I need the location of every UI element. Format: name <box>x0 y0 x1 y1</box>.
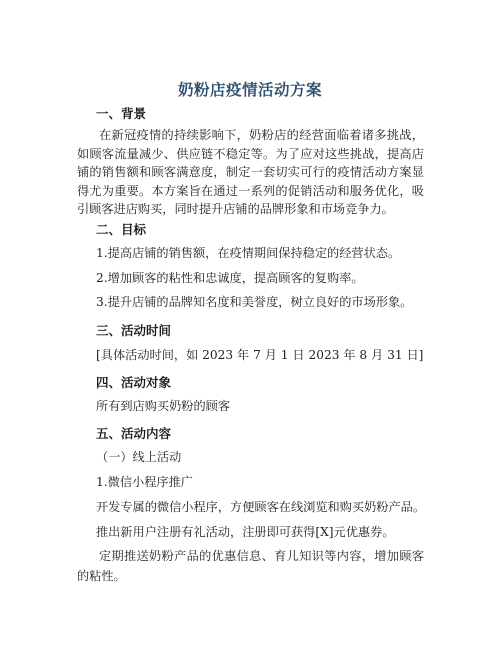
activity-time-text: [具体活动时间，如 2023 年 7 月 1 日 2023 年 8 月 31 日] <box>96 348 424 362</box>
mini-program-line-3: 定期推送奶粉产品的优惠信息、育儿知识等内容，增加顾客的粘性。 <box>77 549 424 583</box>
section-heading-background: 一、背景 <box>96 106 147 121</box>
mini-program-line-2: 推出新用户注册有礼活动，注册即可获得[X]元优惠券。 <box>96 525 395 539</box>
document-title: 奶粉店疫情活动方案 <box>177 81 322 99</box>
section-heading-target: 四、活动对象 <box>96 375 172 390</box>
goal-item-2: 2.增加顾客的粘性和忠诚度，提高顾客的复购率。 <box>96 271 364 285</box>
background-paragraph: 在新冠疫情的持续影响下，奶粉店的经营面临着诸多挑战，如顾客流量减少、供应链不稳定等。为了应对这些挑战，提高店铺的销售额和顾客满意度，制定一套切实可行的疫情活动方案显得尤为重要。本方案旨在通过一系列的促销活动和服务优化，吸引顾客进店购买，同时提升店铺的品牌形象和市场竞争力。 <box>77 128 424 216</box>
activity-target-text: 所有到店购买奶粉的顾客 <box>96 399 231 413</box>
goal-item-3: 3.提升店铺的品牌知名度和美誉度，树立良好的市场形象。 <box>96 295 413 309</box>
section-heading-content: 五、活动内容 <box>96 426 172 441</box>
mini-program-item: 1.微信小程序推广 <box>96 475 193 489</box>
section-heading-time: 三、活动时间 <box>96 323 172 338</box>
mini-program-line-1: 开发专属的微信小程序，方便顾客在线浏览和购买奶粉产品。 <box>96 500 426 514</box>
section-heading-goals: 二、目标 <box>96 222 147 237</box>
goal-item-1: 1.提高店铺的销售额，在疫情期间保持稳定的经营状态。 <box>96 246 401 260</box>
online-activity-subheading: （一）线上活动 <box>96 450 182 464</box>
